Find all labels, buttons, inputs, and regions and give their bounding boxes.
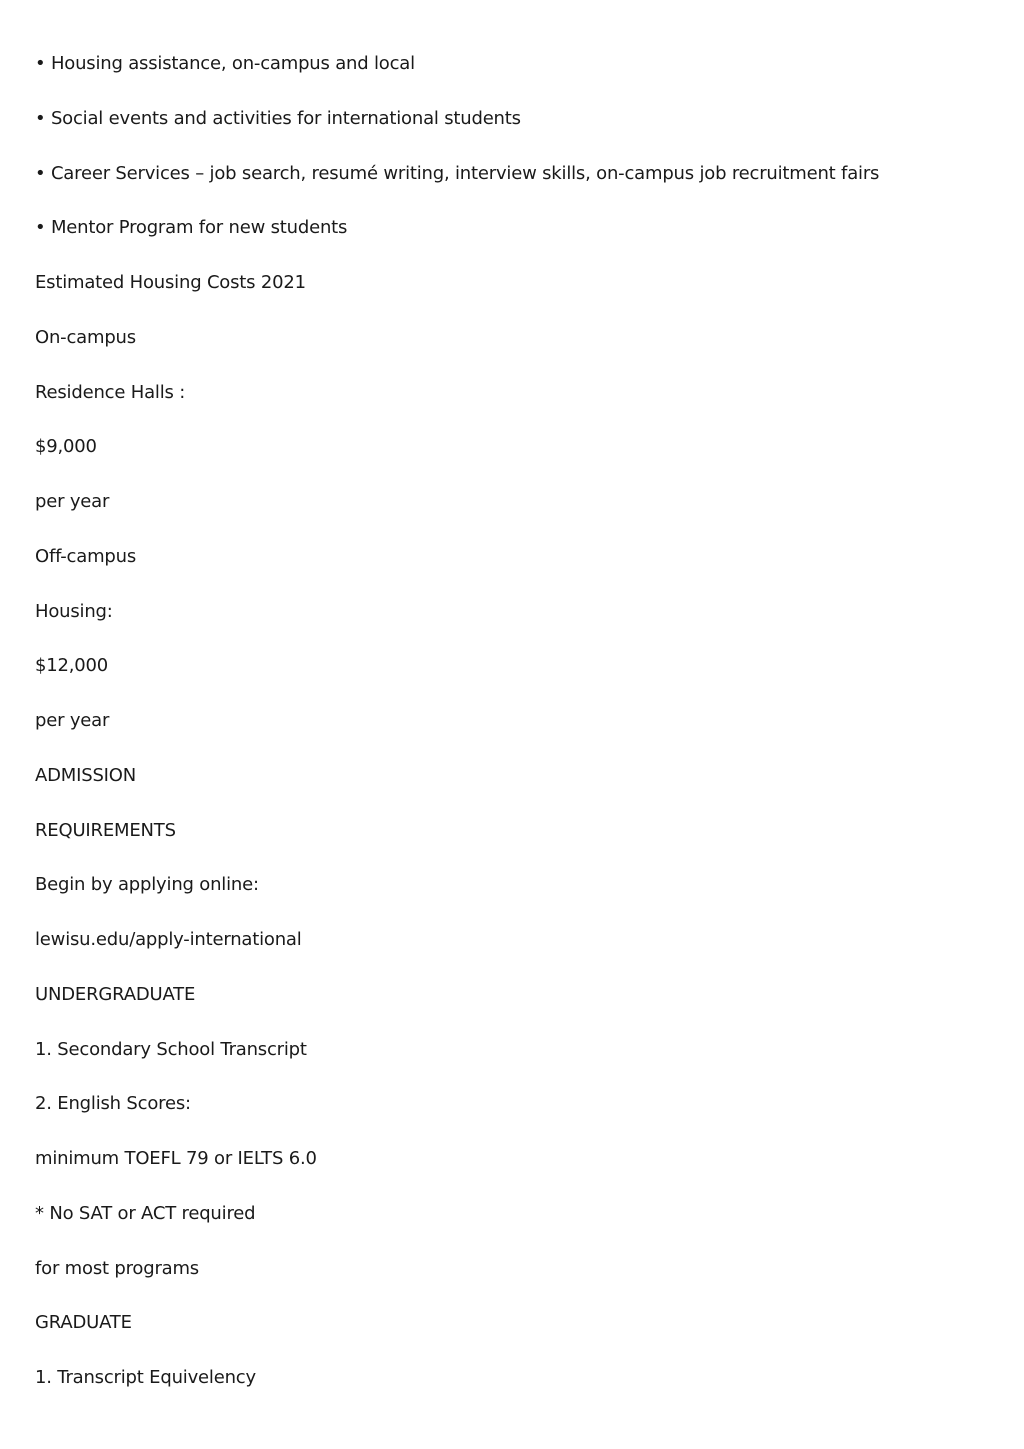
sat-act-note: * No SAT or ACT required — [35, 1202, 256, 1224]
residence-halls-period: per year — [35, 491, 110, 512]
graduate-item-transcript: 1. Transcript Equivelency — [35, 1367, 256, 1388]
bullet-social-events: • Social events and activities for international students — [35, 107, 521, 129]
apply-online-text: Begin by applying online: — [35, 874, 259, 896]
apply-url-text: lewisu.edu/apply-international — [35, 929, 302, 950]
housing-label: Housing: — [35, 600, 113, 622]
bullet-mentor-program: • Mentor Program for new students — [35, 217, 348, 239]
graduate-heading: GRADUATE — [35, 1312, 132, 1334]
bullet-housing-assistance: • Housing assistance, on-campus and local — [35, 53, 415, 74]
housing-costs-heading: Estimated Housing Costs 2021 — [35, 272, 306, 293]
undergraduate-heading: UNDERGRADUATE — [35, 983, 196, 1005]
off-campus-label: Off-campus — [35, 545, 137, 567]
off-campus-housing-period: per year — [35, 710, 110, 731]
undergrad-item-english-scores: 2. English Scores: — [35, 1093, 191, 1115]
off-campus-housing-cost: $12,000 — [35, 655, 109, 677]
sat-act-note-continued: for most programs — [35, 1257, 199, 1279]
requirements-heading: REQUIREMENTS — [35, 819, 176, 841]
undergrad-item-transcript: 1. Secondary School Transcript — [35, 1038, 307, 1060]
bullet-career-services: • Career Services – job search, resumé writing, interview skills, on-campus job recruitment fairs — [35, 162, 880, 184]
residence-halls-cost: $9,000 — [35, 436, 97, 458]
admission-heading: ADMISSION — [35, 764, 137, 786]
english-score-minimum: minimum TOEFL 79 or IELTS 6.0 — [35, 1148, 317, 1169]
on-campus-label: On-campus — [35, 326, 136, 348]
residence-halls-label: Residence Halls : — [35, 381, 186, 403]
document-body — [35, 47, 995, 1416]
